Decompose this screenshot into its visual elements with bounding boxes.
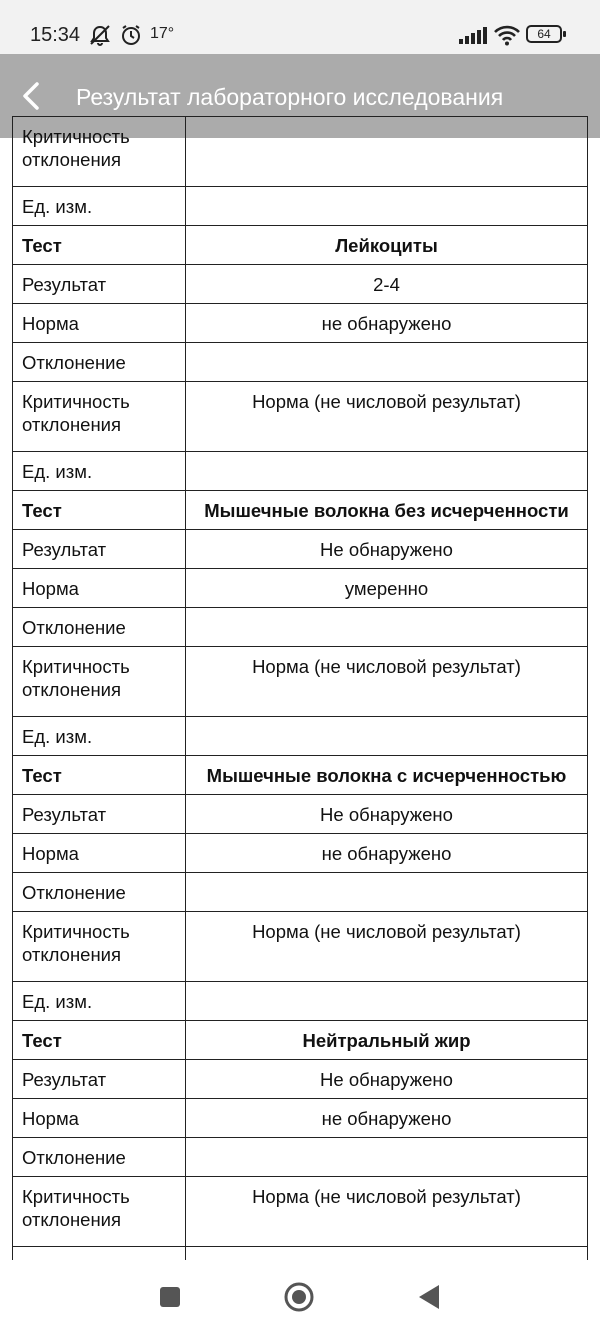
result-label: Результат [13,795,186,834]
deviation-label: Отклонение [13,1138,186,1177]
criticality-label-line1: Критичность [22,126,130,147]
alarm-icon [119,24,143,46]
back-icon[interactable] [18,80,46,112]
norm-label: Норма [13,569,186,608]
criticality-row [13,647,588,717]
norm-value: не обнаружено [186,834,588,873]
recent-apps-icon[interactable] [159,1286,181,1308]
notifications-off-icon [88,24,112,46]
criticality-row [13,117,588,187]
test-label: Тест [13,756,186,795]
criticality-label [13,912,186,982]
criticality-label-line2: отклонения [22,149,122,170]
criticality-value [186,117,588,187]
norm-value: не обнаружено [186,304,588,343]
unit-label: Ед. изм. [13,452,186,491]
criticality-row [13,1177,588,1247]
results-table [12,116,588,1325]
unit-value [186,982,588,1021]
test-value: Мышечные волокна с исчерченностью [186,756,588,795]
deviation-value [186,343,588,382]
criticality-label-line1: Критичность [22,1186,130,1207]
deviation-row [13,1138,588,1177]
criticality-value: Норма (не числовой результат) [186,647,588,717]
norm-label: Норма [13,304,186,343]
navigation-bar [0,1260,600,1332]
criticality-label-line1: Критичность [22,656,130,677]
norm-label: Норма [13,1099,186,1138]
status-temperature: 17° [150,25,175,42]
result-value: Не обнаружено [186,530,588,569]
criticality-value: Норма (не числовой результат) [186,1177,588,1247]
norm-row [13,834,588,873]
test-label: Тест [13,1021,186,1060]
result-value: 2-4 [186,265,588,304]
criticality-label [13,382,186,452]
unit-label: Ед. изм. [13,187,186,226]
criticality-label-line2: отклонения [22,944,122,965]
unit-value [186,717,588,756]
test-value: Мышечные волокна без исчерченности [186,491,588,530]
deviation-row [13,343,588,382]
test-value: Нейтральный жир [186,1021,588,1060]
criticality-label-line1: Критичность [22,391,130,412]
deviation-label: Отклонение [13,343,186,382]
norm-value: умеренно [186,569,588,608]
results-table-body [13,117,588,1325]
unit-row [13,452,588,491]
home-icon[interactable] [283,1281,315,1313]
criticality-label-line2: отклонения [22,679,122,700]
deviation-value [186,608,588,647]
result-label: Результат [13,530,186,569]
unit-row [13,717,588,756]
deviation-value [186,873,588,912]
result-label: Результат [13,1060,186,1099]
battery-level: 64 [537,27,551,41]
result-row [13,1060,588,1099]
signal-icon [458,26,488,44]
results-content[interactable] [0,126,600,1260]
criticality-label [13,117,186,187]
test-row [13,1021,588,1060]
unit-row [13,982,588,1021]
norm-row [13,569,588,608]
criticality-label-line2: отклонения [22,414,122,435]
status-bar [0,0,600,54]
criticality-value: Норма (не числовой результат) [186,382,588,452]
battery-icon [526,25,562,43]
unit-row [13,187,588,226]
result-row [13,795,588,834]
deviation-label: Отклонение [13,608,186,647]
deviation-row [13,608,588,647]
battery-tip [563,31,566,37]
test-value: Лейкоциты [186,226,588,265]
deviation-label: Отклонение [13,873,186,912]
criticality-label [13,647,186,717]
test-row [13,491,588,530]
criticality-row [13,912,588,982]
unit-label: Ед. изм. [13,982,186,1021]
test-row [13,756,588,795]
test-label: Тест [13,491,186,530]
norm-label: Норма [13,834,186,873]
result-value: Не обнаружено [186,1060,588,1099]
result-row [13,265,588,304]
criticality-label-line1: Критичность [22,921,130,942]
result-value: Не обнаружено [186,795,588,834]
deviation-row [13,873,588,912]
norm-row [13,1099,588,1138]
wifi-icon [493,24,521,46]
unit-value [186,452,588,491]
unit-label: Ед. изм. [13,717,186,756]
page-title: Результат лабораторного исследования [76,84,504,110]
status-time: 15:34 [30,24,81,46]
test-label: Тест [13,226,186,265]
norm-value: не обнаружено [186,1099,588,1138]
result-label: Результат [13,265,186,304]
back-nav-icon[interactable] [417,1284,441,1310]
result-row [13,530,588,569]
criticality-value: Норма (не числовой результат) [186,912,588,982]
criticality-row [13,382,588,452]
deviation-value [186,1138,588,1177]
test-row [13,226,588,265]
criticality-label [13,1177,186,1247]
criticality-label-line2: отклонения [22,1209,122,1230]
unit-value [186,187,588,226]
norm-row [13,304,588,343]
